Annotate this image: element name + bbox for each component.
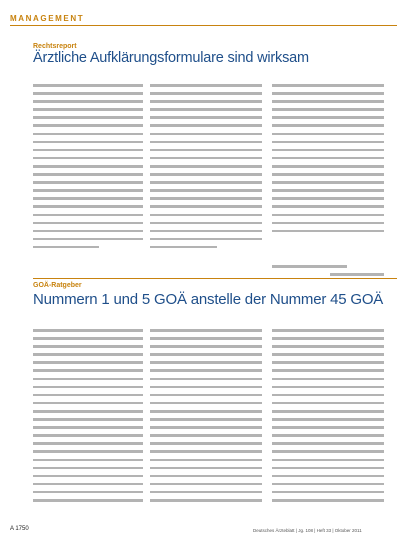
article2-column-1 bbox=[33, 329, 143, 507]
category-rule bbox=[10, 25, 397, 26]
article2-column-2 bbox=[150, 329, 262, 507]
article-separator bbox=[33, 278, 397, 279]
article2-kicker: GOÄ-Ratgeber bbox=[33, 282, 82, 289]
article1-column-2 bbox=[150, 84, 262, 254]
article1-signature-line bbox=[272, 265, 347, 268]
article1-column-1 bbox=[33, 84, 143, 254]
article2-column-3 bbox=[272, 329, 384, 507]
article1-headline: Ärztliche Aufklärungsformulare sind wirksam bbox=[33, 50, 309, 66]
category-label: MANAGEMENT bbox=[10, 14, 85, 23]
journal-info: Deutsches Ärzteblatt | Jg. 108 | Heft 33 | Oktober 2011 bbox=[253, 528, 362, 533]
category-header bbox=[0, 0, 407, 28]
article1-kicker: Rechtsreport bbox=[33, 43, 77, 50]
page-number: A 1750 bbox=[10, 526, 29, 532]
article2-headline: Nummern 1 und 5 GOÄ anstelle der Nummer 45 GOÄ bbox=[33, 291, 384, 308]
article1-author-line bbox=[330, 273, 384, 276]
article1-column-3 bbox=[272, 84, 384, 238]
